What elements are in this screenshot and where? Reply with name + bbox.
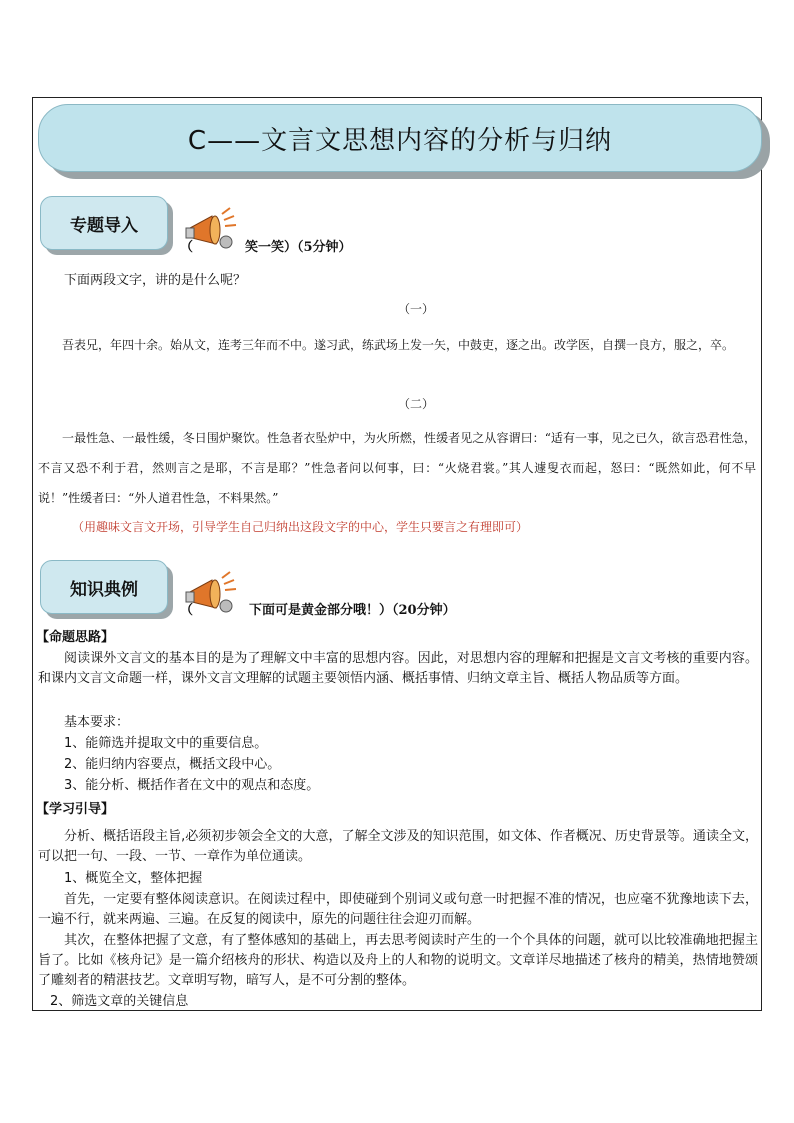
guide-paragraph: 分析、概括语段主旨,必须初步领会全文的大意，了解全文涉及的知识范围，如文体、作者概况、历史背景等。通读全文，可以把一句、一段、一节、一章作为单位通读。 <box>38 829 758 864</box>
step1-heading: 1、概览全文，整体把握 <box>64 871 203 886</box>
requirements-label: 基本要求： <box>64 715 130 730</box>
requirement-item: 3、能分析、概括作者在文中的观点和态度。 <box>64 778 320 793</box>
intro-heading: （ 笑一笑）（5分钟） <box>180 240 352 255</box>
topic-paragraph: 阅读课外文言文的基本目的是为了理解文中丰富的思想内容。因此，对思想内容的理解和把握是文言文考核的重要内容。和课内文言文命题一样，课外文言文理解的试题主要领悟内涵、概括事情、归纳文章主旨、概括人物品质等方面。 <box>38 651 758 686</box>
teacher-note: （用趣味文言文开场，引导学生自己归纳出这段文字的中心，学生只要言之有理即可） <box>72 520 529 534</box>
requirement-item: 1、能筛选并提取文中的重要信息。 <box>64 736 268 751</box>
part2-text: 一最性急、一最性缓，冬日围炉聚饮。性急者衣坠炉中，为火所燃，性缓者见之从容谓曰：“适有一事，见之已久，欲言恐君性急，不言又恐不利于君，然则言之是耶，不言是耶？”性急者问以何事，曰：“火烧君裳。”其人遽叟衣而起，怒曰：“既然如此，何不早说！”性缓者曰：“外人道君性急，不料果然。” <box>38 431 756 505</box>
part1-marker: （一） <box>398 302 435 316</box>
part2-marker: （二） <box>398 397 435 411</box>
section-label-knowledge: 知识典例 <box>40 560 168 614</box>
step2-heading: 2、筛选文章的关键信息 <box>50 994 189 1009</box>
paragraph-second: 其次，在整体把握了文意，有了整体感知的基础上，再去思考阅读时产生的一个个具体的问题，就可以比较准确地把握主旨了。比如《核舟记》是一篇介绍核舟的形状、构造以及舟上的人和物的说明文。文章详尽地描述了核舟的精美，热情地赞颂了雕刻者的精湛技艺。文章明写物，暗写人，是不可分割的整体。 <box>38 933 758 988</box>
topic-heading: 【命题思路】 <box>36 630 115 645</box>
requirement-item: 2、能归纳内容要点，概括文段中心。 <box>64 757 281 772</box>
knowledge-heading: （ 下面可是黄金部分哦！）（20分钟） <box>180 603 456 618</box>
paragraph-first: 首先，一定要有整体阅读意识。在阅读过程中，即使碰到个别词义或句意一时把握不准的情况，也应毫不犹豫地读下去，一遍不行，就来两遍、三遍。在反复的阅读中，原先的问题往往会迎刃而解。 <box>38 892 758 927</box>
part1-text: 吾表兄，年四十余。始从文，连考三年而不中。遂习武，练武场上发一矢，中鼓吏，逐之出。改学医，自撰一良方，服之，卒。 <box>62 338 735 352</box>
section-label-intro: 专题导入 <box>40 196 168 250</box>
guide-heading: 【学习引导】 <box>36 802 115 817</box>
title-banner <box>38 104 762 172</box>
page-title: C——文言文思想内容的分析与归纳 <box>187 125 613 156</box>
intro-question: 下面两段文字，讲的是什么呢？ <box>64 273 247 288</box>
